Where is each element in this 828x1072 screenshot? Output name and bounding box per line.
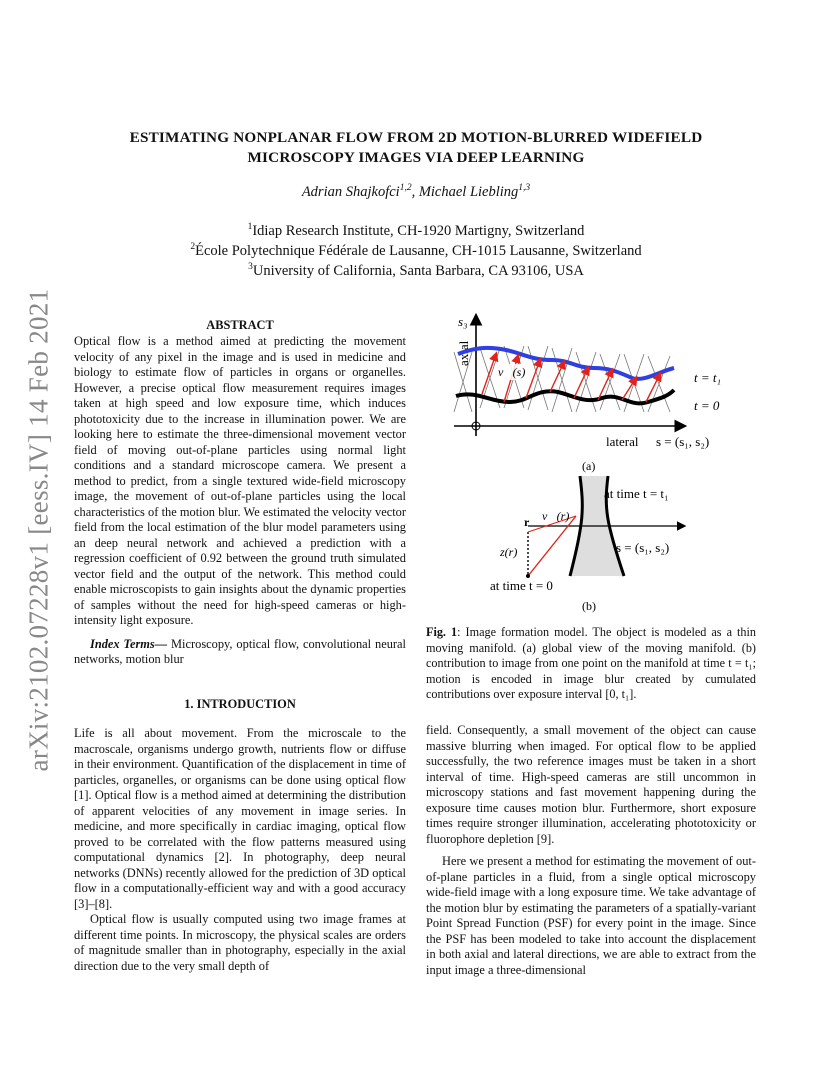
- affiliation-3: [80, 263, 752, 280]
- arxiv-id: arXiv:2102.07228v1 [eess.IV] 14 Feb 2021: [23, 288, 54, 772]
- author-1-sup: 1,2: [399, 183, 412, 194]
- z-label: z(r): [500, 545, 518, 559]
- affiliation-1-text: Idiap Research Institute, CH-1920 Martigny, Switzerland: [252, 223, 585, 239]
- t0-label: t = 0: [694, 398, 720, 413]
- affiliation-2-sup: 2: [190, 242, 196, 253]
- affiliation-2-text: École Polytechnique Fédérale de Lausanne, CH-1015 Lausanne, Switzerland: [195, 243, 642, 259]
- figure-panel-b: [490, 476, 684, 613]
- figure-panel-a: [454, 314, 721, 473]
- affiliation-1-sup: 1: [247, 222, 253, 233]
- intro-paragraph-2: Optical flow is usually computed using two image frames at different time points. In microscopy, the physical scales are orders of magnitude smaller than in photography, especially in the axial direction due to the very small depth of: [74, 912, 406, 973]
- affiliation-3-text: University of California, Santa Barbara, CA 93106, USA: [252, 263, 584, 279]
- title-line-1: ESTIMATING NONPLANAR FLOW FROM 2D MOTION-BLURRED WIDEFIELD: [129, 129, 703, 146]
- affiliation-3-sup: 3: [248, 262, 253, 273]
- author-2-sup: 1,3: [518, 183, 531, 194]
- time-t0-label: at time t = 0: [490, 578, 553, 593]
- point-r-label: r: [524, 515, 530, 529]
- manifold-t0-curve: [456, 390, 674, 403]
- panel-b-label: (b): [582, 599, 596, 613]
- velocity-label-a: v⃗(s): [498, 365, 526, 379]
- figure-1: [424, 308, 756, 618]
- figure-1-caption: [426, 625, 756, 703]
- panel-a-label: (a): [582, 459, 596, 473]
- author-separator: ,: [411, 184, 419, 200]
- abstract-body: [74, 334, 406, 668]
- intro-right-column: [426, 723, 756, 978]
- intro-left-column: [74, 726, 406, 974]
- affiliation-2: [80, 243, 752, 260]
- velocity-vector-b: [528, 516, 576, 576]
- lateral-formula: s = (s₁, s₂): [656, 434, 710, 449]
- intro-paragraph-4: Here we present a method for estimating the movement of out-of-plane particles in a fluid, from a single optical microscopy wide-field image with a long exposure time. We take advantage of the motion blur by estimating the parameters of a spatially-variant Point Spread Function (PSF) for every point in the image. Since the PSF has been modeled to take into account the displacement in both axial and lateral directions, we are able to extract from the input image a three-dimensional: [426, 854, 756, 977]
- author-1: Adrian Shajkofci: [301, 184, 400, 200]
- index-terms-text: Microscopy, optical flow, convolutional neural networks, motion blur: [74, 636, 406, 666]
- lateral-label: lateral: [606, 434, 639, 449]
- authors: [80, 184, 752, 201]
- caption-label: Fig. 1: [426, 625, 458, 639]
- intro-paragraph-1: Life is all about movement. From the microscale to the macroscale, organisms undergo growth, nutrients flow or diffuse in their environment. Quantification of the displacement in time of particles, organelles, or organisms can be done using optical flow [1]. Optical flow is a method aimed at determining the distribution of apparent velocities of any movement in image series. In medicine, and more specifically in cardiac imaging, optical flow proved to be correlated with the flow patterns measured using computational dynamics [2]. In photography, deep neural networks (DNNs) recently allowed for the prediction of 3D optical flow in a computationally-efficient way and with a good accuracy [3]–[8].: [74, 726, 406, 911]
- t1-label: t = t₁: [694, 370, 722, 385]
- arxiv-sidebar: [22, 290, 56, 770]
- paper-title: [80, 128, 752, 168]
- affiliation-1: [80, 223, 752, 240]
- intro-paragraph-3: field. Consequently, a small movement of the object can cause massive blurring when imaged. For optical flow to be applied successfully, the two reference images must be taken in a short interval of time. High-speed cameras are still uncommon in microscopy stations and fast movement happening during the exposure time causes motion blur. Furthermore, short exposure times require stronger illumination, accelerating phototoxicity or fluorophore depletion [9].: [426, 723, 756, 846]
- index-terms-label: Index Terms—: [90, 636, 168, 651]
- axial-label: axial: [456, 340, 471, 366]
- caption-text: : Image formation model. The object is modeled as a thin moving manifold. (a) global view of the moving manifold. (b) contribution to image from one point on the manifold at time t = t₁; motion is encoded in image blur created by cumulated contributions over exposure interval [0, t₁].: [426, 625, 756, 701]
- axis-s3-label: s₃: [458, 314, 468, 329]
- section-heading-introduction: 1. INTRODUCTION: [184, 697, 296, 711]
- time-t1-label: at time t = t₁: [604, 486, 669, 501]
- title-line-2: MICROSCOPY IMAGES VIA DEEP LEARNING: [247, 149, 585, 166]
- author-2: Michael Liebling: [418, 184, 519, 200]
- s-label-b: s = (s₁, s₂): [616, 540, 670, 555]
- abstract-text: Optical flow is a method aimed at predicting the movement velocity of any pixel in the image and is used in medicine and biology to estimate flow of particles in organs or organelles. However, a precise optical flow measurement requires images taken at high speed and low exposure time, which induces phototoxicity due to the increase in illumination power. We are looking here to estimate the three-dimensional movement vector field of moving out-of-plane particles using normal light conditions and a standard microscope camera. We present a method to predict, from a single textured wide-field microscopy image, the movement of out-of-plane particles using the local characteristics of the motion blur. We estimated the velocity vector field from the local estimation of the blur model parameters using an deep neural network and achieved a prediction with a regression coefficient of 0.92 between the ground truth simulated vector field and the output of the network. This method could enable microscopists to gain insights about the dynamic properties of samples without the need for high-speed cameras or high-intensity light exposure.: [74, 334, 406, 627]
- index-terms: [74, 637, 406, 668]
- velocity-label-b: v⃗(r): [542, 509, 570, 523]
- abstract-heading: ABSTRACT: [206, 318, 274, 332]
- manifold-t1-curve: [458, 348, 674, 379]
